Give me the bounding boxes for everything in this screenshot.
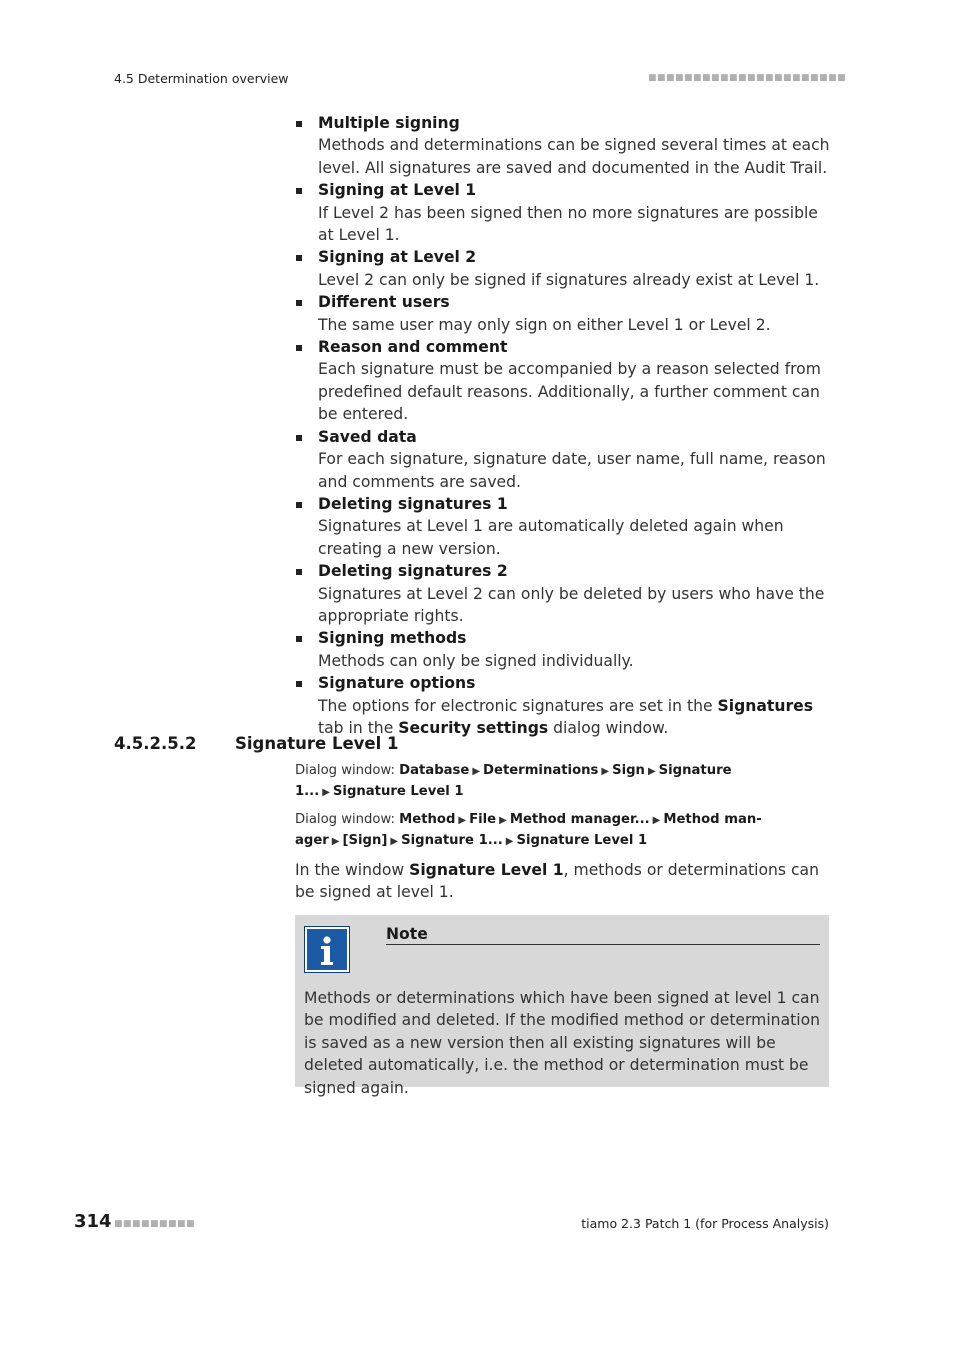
note-box [295, 915, 829, 1097]
list-item-term: Signing at Level 1 [318, 181, 477, 200]
bullet-square-icon [296, 636, 302, 642]
feature-list [295, 112, 835, 672]
list-item-description: Each signature must be accompanied by a reason selected from predefined default reasons. Additionally, a further comment can be entered. [318, 360, 821, 424]
list-item [295, 112, 835, 179]
arrow-right-icon: ▶ [499, 815, 507, 826]
list-item [295, 291, 835, 336]
dialog-prefix: Dialog window: [295, 812, 400, 827]
list-item-term: Multiple signing [318, 114, 460, 132]
arrow-right-icon: ▶ [601, 766, 610, 777]
footer-product: tiamo 2.3 Patch 1 (for Process Analysis) [581, 1216, 829, 1231]
list-item-description: Methods and determinations can be signed several times at each level. All signatures are saved and documented in the Audit Trail. [318, 136, 830, 177]
list-item-term: Signing at Level 2 [318, 248, 477, 267]
list-item-description: Signatures at Level 2 can only be deleted by users who have the appropriate rights. [318, 584, 825, 625]
list-item-term: Signing methods [318, 629, 467, 648]
bullet-square-icon [296, 435, 302, 441]
dialog-path-step: Method [399, 812, 456, 827]
bullet-square-icon [296, 255, 302, 261]
footer-decoration: ■■■■■■■■■ [114, 1219, 196, 1229]
dialog-path-step: Determinations [483, 763, 599, 778]
dialog-path-step: Sign [612, 763, 645, 778]
list-item-description: The same user may only sign on either Level 1 or Level 2. [318, 315, 771, 334]
list-item-term: Deleting signatures 2 [318, 562, 508, 581]
list-item-description: Methods can only be signed individually. [318, 651, 634, 670]
list-item-description: For each signature, signature date, user name, full name, reason and comments are saved. [318, 450, 826, 491]
list-item-term: Reason and comment [318, 338, 508, 357]
dialog-prefix: Dialog window: [295, 763, 400, 778]
arrow-right-icon: ▶ [322, 787, 330, 798]
arrow-right-icon: ▶ [458, 815, 467, 826]
arrow-right-icon: ▶ [472, 766, 481, 777]
running-header-section: 4.5 Determination overview [114, 71, 289, 86]
intro-paragraph: In the window Signature Level 1, methods or determinations can be signed at level 1. [295, 861, 819, 902]
note-text: Methods or determinations which have been signed at level 1 can be modified and deleted. If the modified method or determination is saved as a new version then all existing signatures will be deleted automatically, i.e. the method or determination must be signed again. [304, 989, 820, 1097]
bullet-square-icon [296, 502, 302, 508]
header-decoration: ■■■■■■■■■■■■■■■■■■■■■■ [648, 73, 847, 83]
list-item [295, 560, 835, 627]
page-number: 314 [74, 1211, 112, 1232]
arrow-right-icon: ▶ [331, 836, 340, 847]
list-item-term: Deleting signatures 1 [318, 494, 508, 513]
dialog-path-step: [Sign] [342, 833, 388, 848]
arrow-right-icon: ▶ [652, 815, 661, 826]
list-item [295, 426, 835, 493]
info-icon [304, 926, 350, 973]
dialog-path-step: Signature Level 1 [516, 833, 648, 848]
arrow-right-icon: ▶ [647, 766, 656, 777]
feature-list-last [295, 672, 835, 739]
dialog-path-1 [295, 761, 825, 803]
list-item [295, 246, 835, 291]
dialog-path-2 [295, 810, 825, 852]
list-item-term: Signature options [318, 674, 476, 693]
list-item [295, 336, 835, 426]
dialog-path-step: Method manager... [509, 812, 650, 827]
bullet-square-icon [296, 300, 302, 306]
bullet-square-icon [296, 569, 302, 575]
section-heading [114, 734, 398, 753]
list-item [295, 672, 835, 739]
arrow-right-icon: ▶ [390, 836, 399, 847]
section-title: Signature Level 1 [235, 734, 399, 753]
list-item-term: Saved data [318, 427, 417, 446]
section-number: 4.5.2.5.2 [114, 734, 197, 753]
note-title: Note [386, 925, 820, 945]
list-item-description: If Level 2 has been signed then no more signatures are possible at Level 1. [318, 203, 818, 245]
list-item [295, 179, 835, 246]
bullet-square-icon [296, 188, 302, 194]
bullet-square-icon [296, 345, 302, 351]
dialog-path-step: Signature 1... [401, 833, 503, 848]
dialog-path-step: File [469, 812, 497, 827]
bullet-list-container [295, 112, 835, 739]
list-item-description: Signatures at Level 1 are automatically deleted again when creating a new version. [318, 517, 784, 558]
dialog-path-step: Method manager [295, 812, 762, 848]
list-item-description: Level 2 can only be signed if signatures already exist at Level 1. [318, 270, 820, 289]
bullet-square-icon [296, 681, 302, 687]
list-item [295, 627, 835, 672]
dialog-path-step: Signature 1... [295, 763, 732, 799]
list-item-description: The options for electronic signatures are set in the Signatures tab in the Security settings dialog window. [318, 696, 813, 737]
list-item-term: Different users [318, 293, 450, 312]
arrow-right-icon: ▶ [505, 836, 514, 847]
dialog-path-step: Signature Level 1 [332, 784, 464, 799]
bullet-square-icon [296, 121, 302, 127]
list-item [295, 493, 835, 560]
dialog-path-step: Database [399, 763, 470, 778]
